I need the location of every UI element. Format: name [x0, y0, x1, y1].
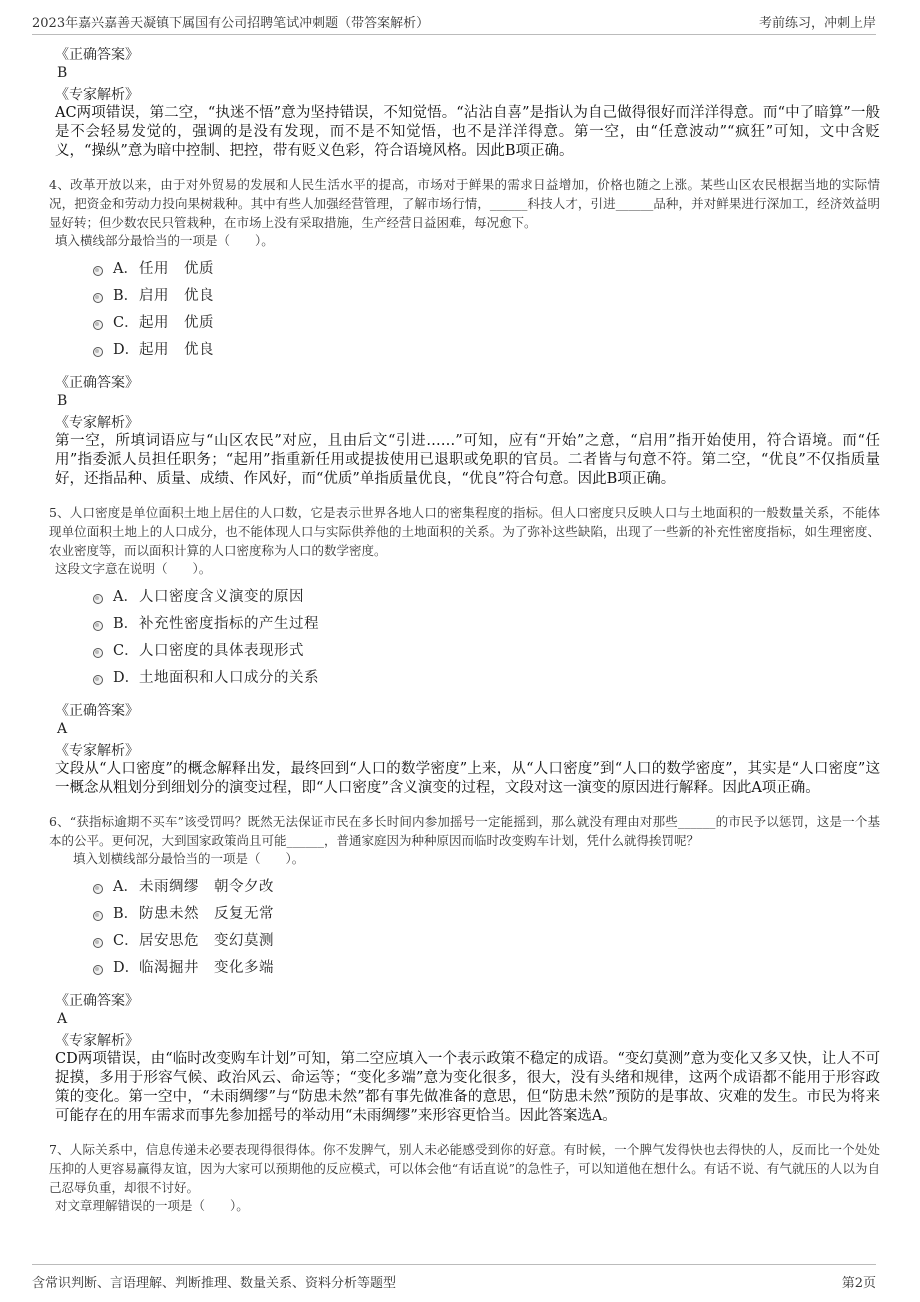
option-text: 土地面积和人口成分的关系 — [139, 670, 319, 686]
answer-block — [55, 46, 880, 161]
correct-answer-value: A — [57, 721, 68, 737]
option-c[interactable] — [93, 926, 880, 953]
document-title: 2023年嘉兴嘉善天凝镇下属国有公司招聘笔试冲刺题（带答案解析） — [32, 16, 430, 31]
page-footer — [32, 1264, 876, 1291]
option-text: 临渴掘井 变化多端 — [139, 960, 274, 976]
option-letter: B． — [113, 616, 139, 632]
option-letter: C． — [113, 643, 139, 659]
option-b[interactable] — [93, 899, 880, 926]
option-b[interactable] — [93, 609, 880, 636]
question-7 — [49, 1140, 880, 1215]
option-text: 启用 优良 — [139, 288, 214, 304]
question-text: 7、人际关系中，信息传递未必要表现得很得体。你不发脾气，别人未必能感受到你的好意。有时候，一个脾气发得快也去得快的人，反而比一个处处压抑的人更容易赢得友谊，因为大家可以预期他的反应模式，可以体会他“有话直说”的急性子，可以知道他在想什么。有话不说、有气就压的人以为自己忍辱负重，却很不讨好。 — [49, 1142, 880, 1195]
expert-analysis-text: CD两项错误，由“临时改变购车计划”可知，第二空应填入一个表示政策不稳定的成语。“变幻莫测”意为变化又多又快，让人不可捉摸，多用于形容气候、政治风云、命运等；“变化多端”意为变化很多，很大，没有头绪和规律，这两个成语都不能用于形容政策的变化。第一空中，“未雨绸缪”与“防患未然”都有事先做准备的意思，但“防患未然”预防的是事故、灾难的发生。市民为将来可能存在的用车需求而事先参加摇号的举动用“未雨绸缪”来形容更恰当。因此答案选A。 — [55, 1051, 880, 1124]
radio-icon[interactable] — [93, 594, 103, 604]
answer-block — [55, 702, 880, 798]
option-text: 任用 优质 — [139, 261, 214, 277]
radio-icon[interactable] — [93, 911, 103, 921]
page-content — [49, 46, 880, 1215]
question-prompt: 这段文字意在说明（ ）。 — [55, 561, 212, 576]
option-c[interactable] — [93, 308, 880, 335]
radio-icon[interactable] — [93, 675, 103, 685]
question-prompt: 填入横线部分最恰当的一项是（ ）。 — [55, 233, 274, 248]
option-c[interactable] — [93, 636, 880, 663]
option-text: 居安思危 变幻莫测 — [139, 933, 274, 949]
option-letter: C． — [113, 933, 139, 949]
answer-block — [55, 374, 880, 489]
option-list — [55, 872, 880, 980]
correct-answer-value: B — [57, 65, 68, 81]
option-letter: D． — [113, 342, 140, 358]
option-text: 起用 优质 — [139, 315, 214, 331]
expert-analysis-text: 文段从“人口密度”的概念解释出发，最终回到“人口的数学密度”上来，从“人口密度”到“人口的数学密度”，其实是“人口密度”这一概念从粗划分到细划分的演变过程，即“人口密度”含义演变的过程，文段对这一演变的原因进行解释。因此A项正确。 — [55, 761, 880, 796]
question-5 — [49, 503, 880, 798]
option-b[interactable] — [93, 281, 880, 308]
correct-answer-label: 《正确答案》 — [55, 47, 139, 63]
question-text: 4、改革开放以来，由于对外贸易的发展和人民生活水平的提高，市场对于鲜果的需求日益增加，价格也随之上涨。某些山区农民根据当地的实际情况，把资金和劳动力投向果树栽种。其中有些人加强经营管理，了解市场行情，______科技人才，引进______品种，并对鲜果进行深加工，经济效益明显好转；但少数农民只管栽种，在市场上没有采取措施，生产经营日益困难，每况愈下。 — [49, 177, 880, 230]
correct-answer-label: 《正确答案》 — [55, 703, 139, 719]
footer-categories: 含常识判断、言语理解、判断推理、数量关系、资料分析等题型 — [32, 1276, 397, 1291]
page-number: 第2页 — [841, 1276, 876, 1291]
expert-analysis-label: 《专家解析》 — [55, 743, 139, 759]
expert-analysis-text: 第一空，所填词语应与“山区农民”对应，且由后文“引进……”可知，应有“开始”之意，“启用”指开始使用，符合语境。而“任用”指委派人员担任职务；“起用”指重新任用或提拔使用已退职或免职的官员。二者皆与句意不符。第二空，“优良”不仅指质量好，还指品种、质量、成绩、作风好，而“优质”单指质量优良，“优良”符合句意。因此B项正确。 — [55, 433, 880, 487]
question-prompt: 填入划横线部分最恰当的一项是（ ）。 — [73, 851, 305, 866]
option-a[interactable] — [93, 254, 880, 281]
question-6 — [49, 812, 880, 1126]
radio-icon[interactable] — [93, 884, 103, 894]
correct-answer-label: 《正确答案》 — [55, 993, 139, 1009]
radio-icon[interactable] — [93, 648, 103, 658]
question-text: 5、人口密度是单位面积土地上居住的人口数，它是表示世界各地人口的密集程度的指标。但人口密度只反映人口与土地面积的一般数量关系，不能体现单位面积土地上的人口成分，也不能体现人口与实际供养他的土地面积的关系。为了弥补这些缺陷，出现了一些新的补充性密度指标，如生理密度、农业密度等，而以面积计算的人口密度称为人口的数学密度。 — [49, 505, 880, 558]
question-4 — [49, 175, 880, 489]
expert-analysis-text: AC两项错误，第二空，“执迷不悟”意为坚持错误，不知觉悟。“沾沾自喜”是指认为自己做得很好而洋洋得意。而“中了暗算”一般是不会轻易发觉的，强调的是没有发现，而不是不知觉悟，也不是洋洋得意。第一空，由“任意波动”“疯狂”可知，文中含贬义，“操纵”意为暗中控制、把控，带有贬义色彩，符合语境风格。因此B项正确。 — [55, 105, 880, 159]
option-a[interactable] — [93, 582, 880, 609]
option-letter: D． — [113, 960, 140, 976]
option-d[interactable] — [93, 335, 880, 362]
radio-icon[interactable] — [93, 293, 103, 303]
radio-icon[interactable] — [93, 347, 103, 357]
option-letter: B． — [113, 288, 139, 304]
option-text: 起用 优良 — [139, 342, 214, 358]
option-d[interactable] — [93, 953, 880, 980]
option-text: 防患未然 反复无常 — [139, 906, 274, 922]
correct-answer-value: B — [57, 393, 68, 409]
expert-analysis-label: 《专家解析》 — [55, 1033, 139, 1049]
option-letter: A． — [113, 879, 138, 895]
question-prompt: 对文章理解错误的一项是（ ）。 — [55, 1198, 249, 1213]
correct-answer-value: A — [57, 1011, 68, 1027]
option-list — [55, 254, 880, 362]
answer-block — [55, 992, 880, 1126]
radio-icon[interactable] — [93, 266, 103, 276]
radio-icon[interactable] — [93, 965, 103, 975]
correct-answer-label: 《正确答案》 — [55, 375, 139, 391]
radio-icon[interactable] — [93, 320, 103, 330]
option-text: 人口密度的具体表现形式 — [139, 643, 304, 659]
radio-icon[interactable] — [93, 938, 103, 948]
page-header — [32, 12, 876, 35]
question-text: 6、“获指标逾期不买车”该受罚吗？既然无法保证市民在多长时间内参加摇号一定能摇到，那么就没有理由对那些______的市民予以惩罚，这是一个基本的公平。更何况，大到国家政策尚且可能______，普通家庭因为种种原因而临时改变购车计划，凭什么就得挨罚呢？ — [49, 814, 880, 848]
expert-analysis-label: 《专家解析》 — [55, 415, 139, 431]
option-letter: A． — [113, 589, 138, 605]
option-list — [55, 582, 880, 690]
option-text: 补充性密度指标的产生过程 — [139, 616, 319, 632]
expert-analysis-label: 《专家解析》 — [55, 87, 139, 103]
option-letter: A． — [113, 261, 138, 277]
option-letter: B． — [113, 906, 139, 922]
option-letter: D． — [113, 670, 140, 686]
option-text: 人口密度含义演变的原因 — [139, 589, 304, 605]
header-slogan: 考前练习，冲刺上岸 — [758, 16, 876, 31]
option-letter: C． — [113, 315, 139, 331]
option-text: 未雨绸缪 朝令夕改 — [139, 879, 274, 895]
option-d[interactable] — [93, 663, 880, 690]
option-a[interactable] — [93, 872, 880, 899]
radio-icon[interactable] — [93, 621, 103, 631]
